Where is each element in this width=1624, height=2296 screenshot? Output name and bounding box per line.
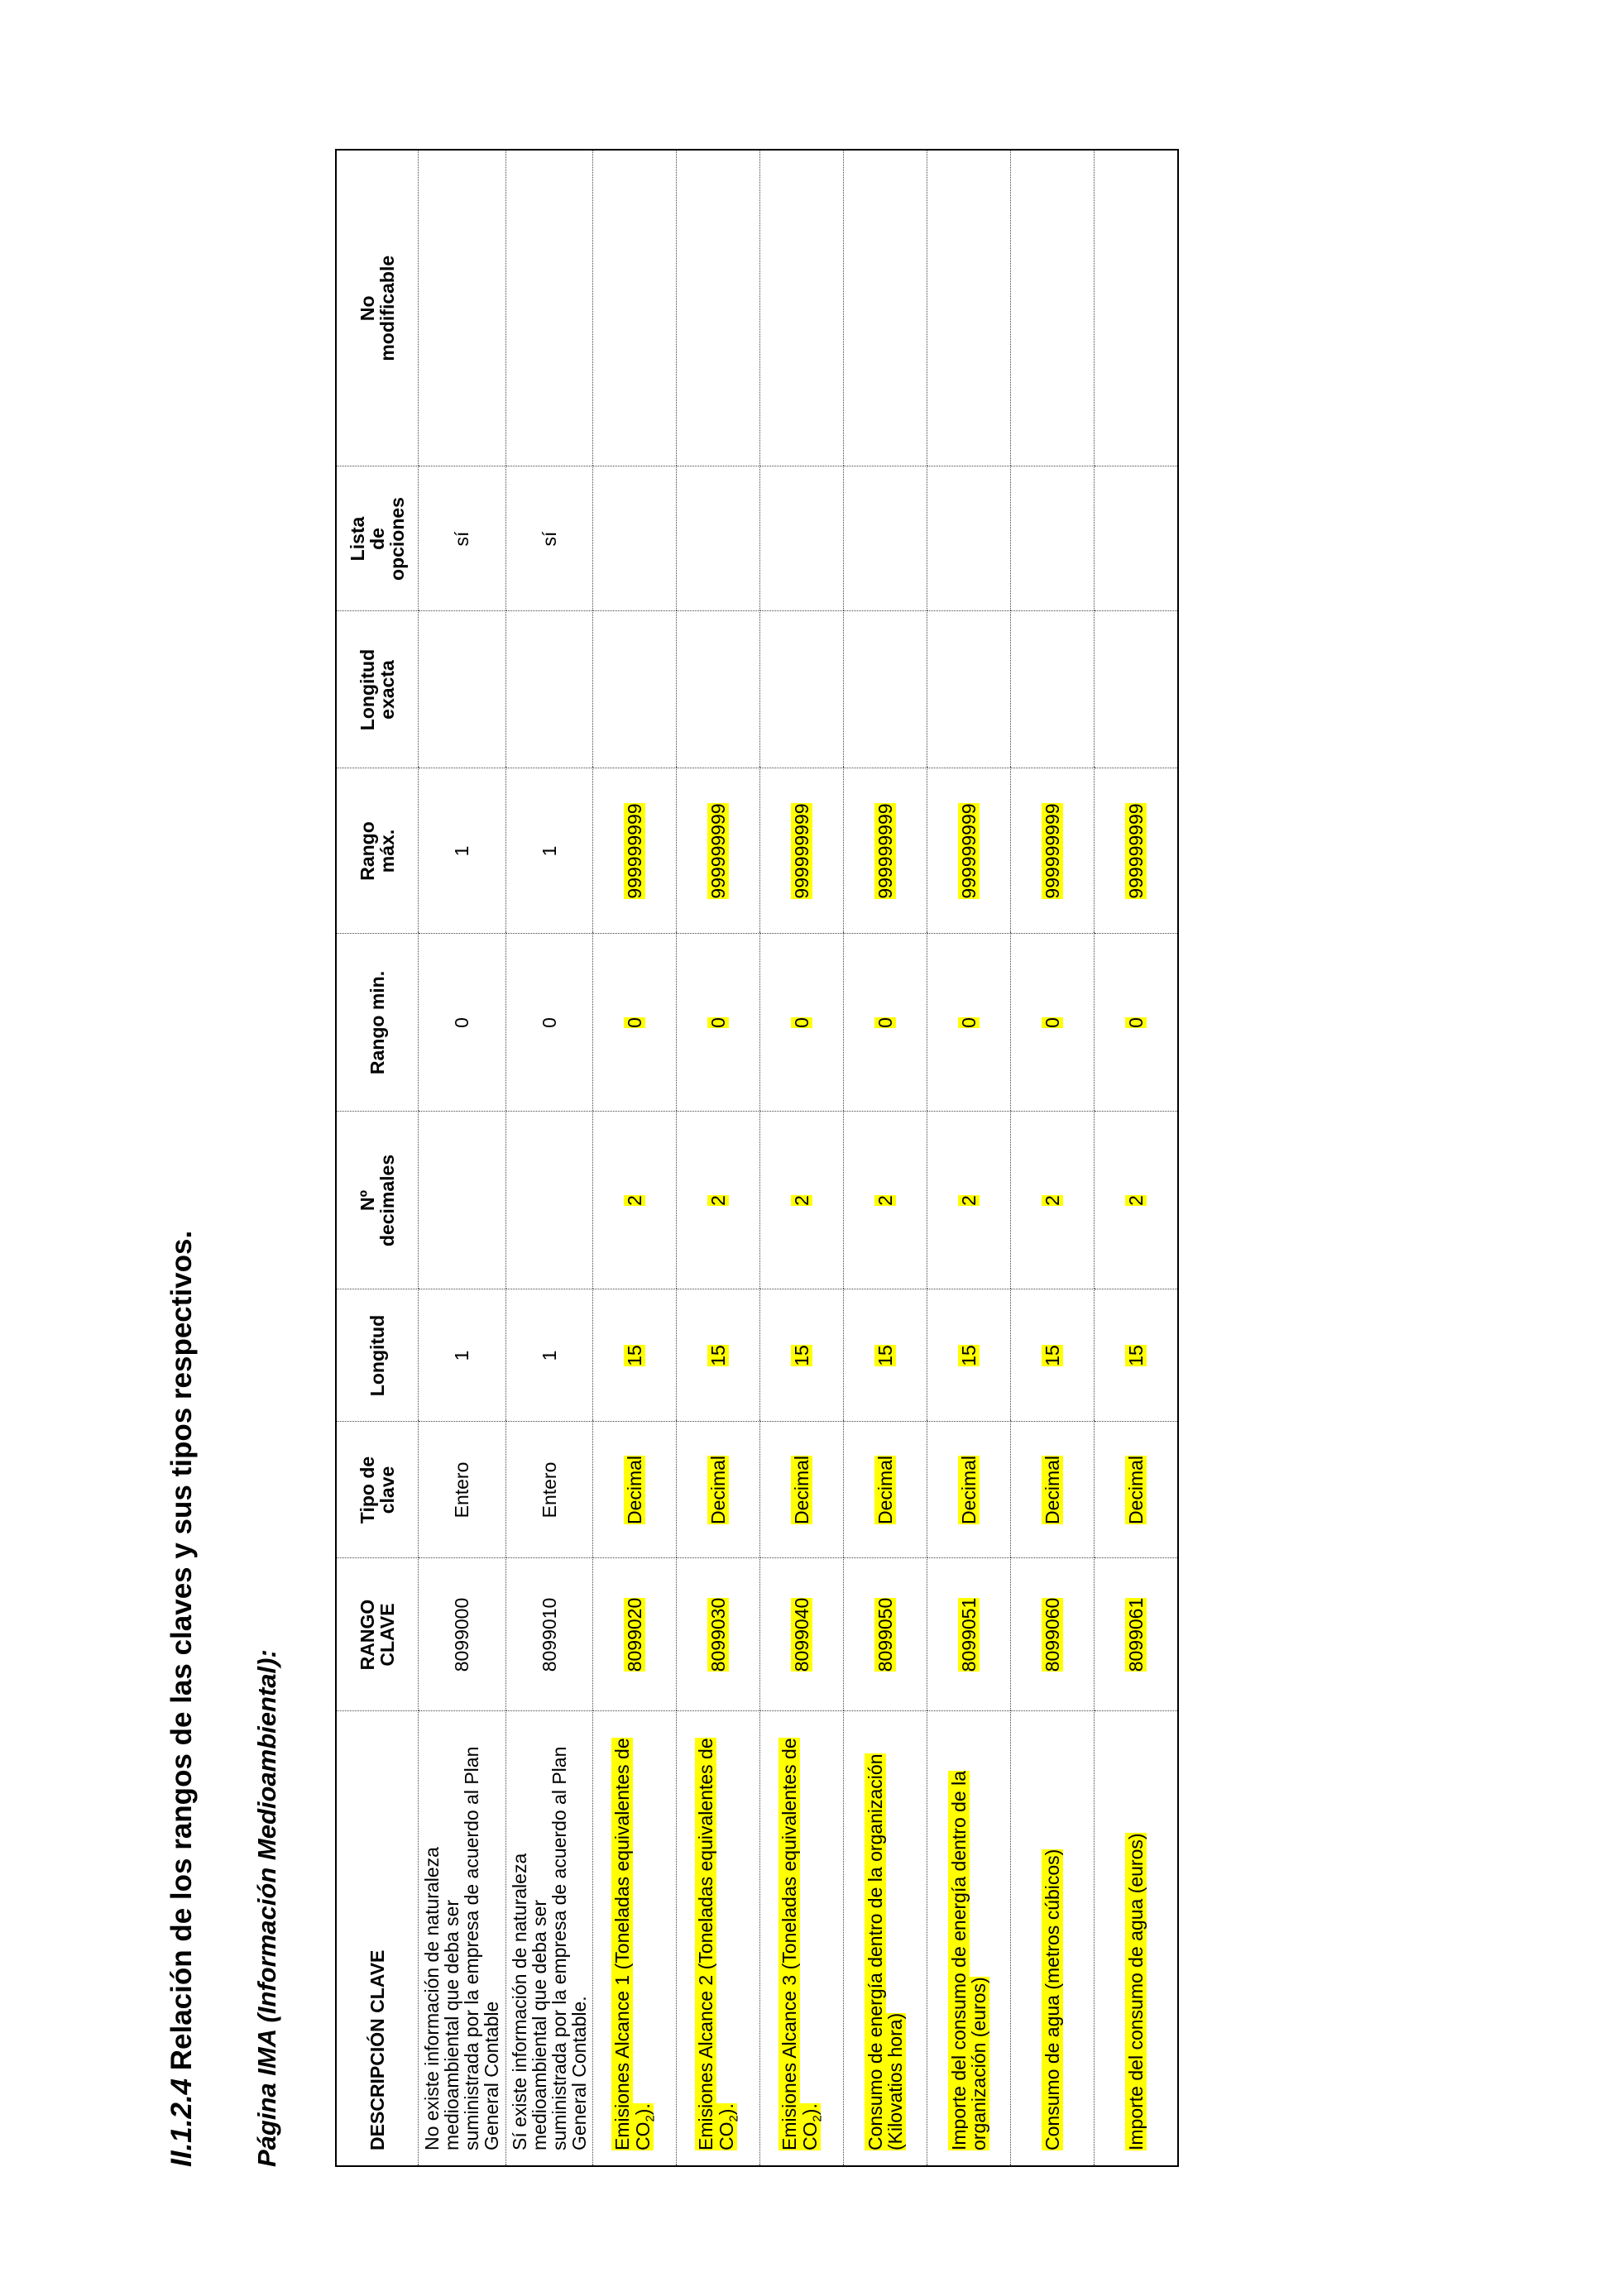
row-decimales: 2 xyxy=(844,1112,927,1289)
table-row xyxy=(419,150,506,2166)
row-decimales xyxy=(419,1112,506,1289)
header-rango-clave: RANGO CLAVE xyxy=(336,1558,419,1711)
row-rango-max: 999999999 xyxy=(593,768,677,934)
section-number: II.1.2.4 xyxy=(165,2078,198,2167)
row-tipo: Decimal xyxy=(760,1422,844,1558)
row-longitud-exacta xyxy=(419,611,506,768)
row-longitud-exacta xyxy=(927,611,1011,768)
row-no-modificable xyxy=(760,150,844,466)
row-longitud: 15 xyxy=(1011,1289,1095,1422)
header-tipo-clave: Tipo de clave xyxy=(336,1422,419,1558)
row-decimales: 2 xyxy=(1095,1112,1179,1289)
row-longitud: 15 xyxy=(593,1289,677,1422)
row-rango-min: 0 xyxy=(505,934,593,1112)
row-lista xyxy=(760,466,844,611)
row-lista: sí xyxy=(419,466,506,611)
row-no-modificable xyxy=(419,150,506,466)
row-lista xyxy=(1011,466,1095,611)
header-descripcion: DESCRIPCIÓN CLAVE xyxy=(336,1711,419,2166)
row-rango-min: 0 xyxy=(1095,934,1179,1112)
row-decimales xyxy=(505,1112,593,1289)
section-heading xyxy=(165,1231,199,2167)
table-row xyxy=(844,150,927,2166)
table-row xyxy=(593,150,677,2166)
row-rango-min: 0 xyxy=(927,934,1011,1112)
row-lista: sí xyxy=(505,466,593,611)
row-longitud-exacta xyxy=(505,611,593,768)
row-tipo: Decimal xyxy=(677,1422,760,1558)
header-longitud-exacta: Longitud exacta xyxy=(336,611,419,768)
row-rango-max: 999999999 xyxy=(760,768,844,934)
row-no-modificable xyxy=(677,150,760,466)
row-rango-min: 0 xyxy=(760,934,844,1112)
row-tipo: Decimal xyxy=(1011,1422,1095,1558)
row-rango-min: 0 xyxy=(419,934,506,1112)
row-clave: 8099020 xyxy=(593,1558,677,1711)
row-tipo: Decimal xyxy=(593,1422,677,1558)
header-longitud: Longitud xyxy=(336,1289,419,1422)
table-row xyxy=(677,150,760,2166)
row-no-modificable xyxy=(593,150,677,466)
row-tipo: Decimal xyxy=(844,1422,927,1558)
row-decimales: 2 xyxy=(760,1112,844,1289)
row-clave: 8099061 xyxy=(1095,1558,1179,1711)
header-no-modificable: No modificable xyxy=(336,150,419,466)
table-row xyxy=(760,150,844,2166)
row-clave: 8099010 xyxy=(505,1558,593,1711)
row-no-modificable xyxy=(1011,150,1095,466)
row-tipo: Entero xyxy=(419,1422,506,1558)
row-longitud: 1 xyxy=(505,1289,593,1422)
row-rango-max: 1 xyxy=(419,768,506,934)
row-lista xyxy=(593,466,677,611)
row-rango-min: 0 xyxy=(844,934,927,1112)
row-description: Consumo de agua (metros cúbicos) xyxy=(1011,1711,1095,2166)
rotated-page xyxy=(165,99,1241,2167)
row-lista xyxy=(844,466,927,611)
row-rango-max: 999999999 xyxy=(844,768,927,934)
row-longitud-exacta xyxy=(1095,611,1179,768)
row-no-modificable xyxy=(927,150,1011,466)
table-row xyxy=(1095,150,1179,2166)
row-tipo: Entero xyxy=(505,1422,593,1558)
row-description: Emisiones Alcance 1 (Toneladas equivalentes de $CO_2$). xyxy=(593,1711,677,2166)
row-longitud: 15 xyxy=(927,1289,1011,1422)
row-decimales: 2 xyxy=(593,1112,677,1289)
section-title: Relación de los rangos de las claves y sus tipos respectivos. xyxy=(165,1230,198,2078)
row-clave: 8099040 xyxy=(760,1558,844,1711)
row-rango-min: 0 xyxy=(1011,934,1095,1112)
row-lista xyxy=(1095,466,1179,611)
row-rango-min: 0 xyxy=(593,934,677,1112)
row-longitud-exacta xyxy=(844,611,927,768)
row-decimales: 2 xyxy=(1011,1112,1095,1289)
row-tipo: Decimal xyxy=(927,1422,1011,1558)
row-longitud-exacta xyxy=(677,611,760,768)
row-lista xyxy=(927,466,1011,611)
row-no-modificable xyxy=(505,150,593,466)
row-tipo: Decimal xyxy=(1095,1422,1179,1558)
row-lista xyxy=(677,466,760,611)
row-decimales: 2 xyxy=(927,1112,1011,1289)
header-decimales: Nº decimales xyxy=(336,1112,419,1289)
row-rango-min: 0 xyxy=(677,934,760,1112)
row-clave: 8099000 xyxy=(419,1558,506,1711)
header-rango-max: Rango máx. xyxy=(336,768,419,934)
row-description: Importe del consumo de agua (euros) xyxy=(1095,1711,1179,2166)
row-longitud: 15 xyxy=(1095,1289,1179,1422)
header-rango-min: Rango min. xyxy=(336,934,419,1112)
header-lista-opciones: Lista de opciones xyxy=(336,466,419,611)
row-longitud: 15 xyxy=(677,1289,760,1422)
row-decimales: 2 xyxy=(677,1112,760,1289)
row-no-modificable xyxy=(844,150,927,466)
row-clave: 8099051 xyxy=(927,1558,1011,1711)
table-row xyxy=(505,150,593,2166)
keys-table xyxy=(335,149,1179,2167)
row-longitud: 15 xyxy=(760,1289,844,1422)
row-description: Emisiones Alcance 2 (Toneladas equivalentes de $CO_2$). xyxy=(677,1711,760,2166)
row-rango-max: 999999999 xyxy=(927,768,1011,934)
row-clave: 8099060 xyxy=(1011,1558,1095,1711)
row-clave: 8099030 xyxy=(677,1558,760,1711)
row-longitud: 1 xyxy=(419,1289,506,1422)
row-rango-max: 999999999 xyxy=(1011,768,1095,934)
row-longitud-exacta xyxy=(1011,611,1095,768)
row-no-modificable xyxy=(1095,150,1179,466)
table-row xyxy=(1011,150,1095,2166)
row-longitud-exacta xyxy=(760,611,844,768)
row-longitud-exacta xyxy=(593,611,677,768)
row-rango-max: 999999999 xyxy=(677,768,760,934)
header-row xyxy=(336,150,419,2166)
row-description: No existe información de naturaleza medioambiental que deba ser suministrada por la empresa de acuerdo al Plan General Contable xyxy=(419,1711,506,2166)
row-description: Emisiones Alcance 3 (Toneladas equivalentes de $CO_2$). xyxy=(760,1711,844,2166)
row-clave: 8099050 xyxy=(844,1558,927,1711)
row-rango-max: 999999999 xyxy=(1095,768,1179,934)
row-description: Importe del consumo de energía dentro de la organización (euros) xyxy=(927,1711,1011,2166)
page-subheading: Página IMA (Información Medioambiental): xyxy=(252,1649,281,2167)
table-row xyxy=(927,150,1011,2166)
row-longitud: 15 xyxy=(844,1289,927,1422)
row-rango-max: 1 xyxy=(505,768,593,934)
row-description: Consumo de energía dentro de la organización (Kilovatios hora) xyxy=(844,1711,927,2166)
row-description: Sí existe información de naturaleza medioambiental que deba ser suministrada por la empresa de acuerdo al Plan General Contable. xyxy=(505,1711,593,2166)
